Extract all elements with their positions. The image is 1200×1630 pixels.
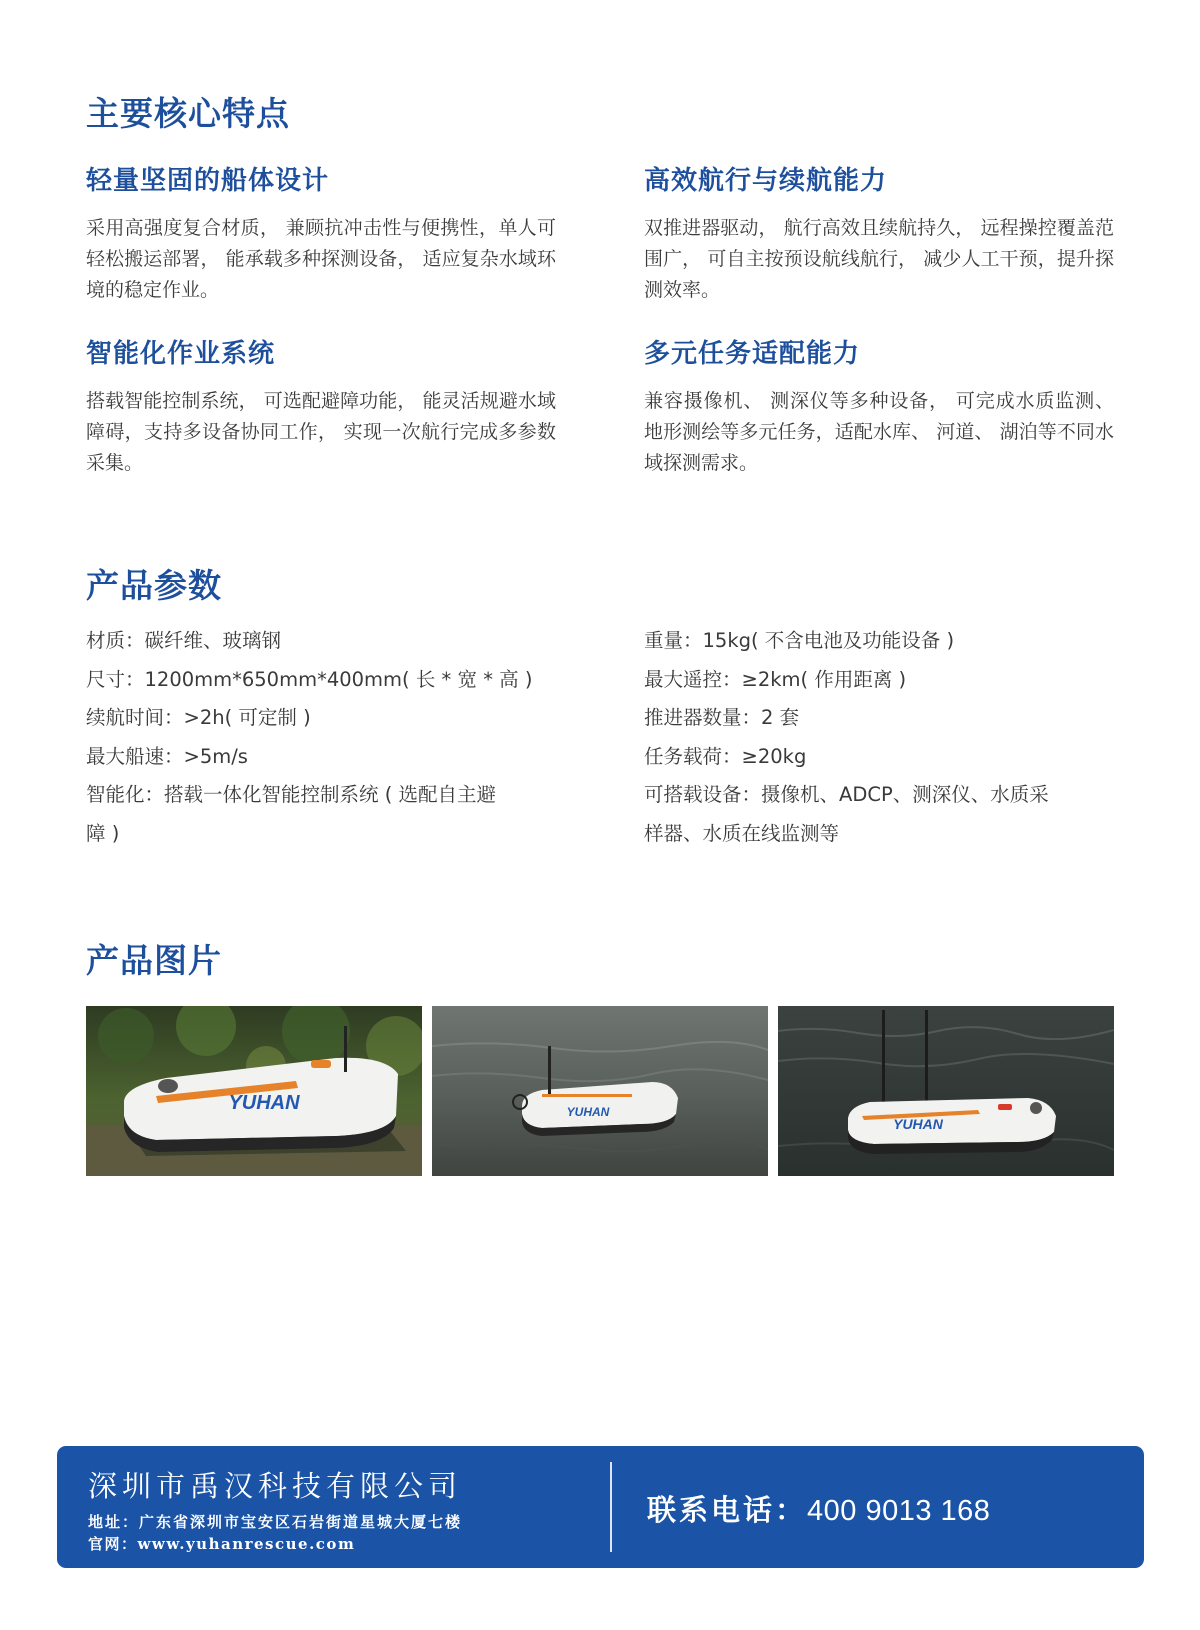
brand-text: YUHAN [566, 1105, 610, 1119]
feature-title: 高效航行与续航能力 [644, 166, 888, 196]
feature-description: 兼容摄像机、 测深仪等多种设备， 可完成水质监测、 地形测绘等多元任务，适配水库、 河道、 湖泊等不同水域探测需求。 [644, 390, 1114, 474]
param-material: 材质：碳纤维、玻璃钢 [86, 629, 282, 652]
photo-boat-on-grass [86, 1006, 422, 1176]
feature-block-endurance [644, 160, 1114, 306]
company-address: 地址：广东省深圳市宝安区石岩街道星城大厦七楼 [88, 1513, 463, 1531]
phone-label: 联系电话： [647, 1493, 808, 1527]
param-equipment: 可搭载设备：摄像机、ADCP、测深仪、水质采 [644, 783, 1049, 806]
feature-block-hull [86, 160, 556, 306]
company-website[interactable]: 官网：www.yuhanrescue.com [88, 1535, 356, 1553]
feature-title: 多元任务适配能力 [644, 339, 861, 369]
param-remote-range: 最大遥控：≥2km( 作用距离 ) [644, 667, 907, 691]
contact-phone [647, 1488, 990, 1529]
param-thrusters: 推进器数量：2 套 [644, 706, 800, 729]
phone-number[interactable]: 400 9013 168 [807, 1495, 991, 1527]
param-payload: 任务载荷：≥20kg [644, 744, 807, 768]
param-max-speed: 最大船速：>5m/s [86, 744, 248, 768]
params-section-title: 产品参数 [86, 566, 222, 605]
photo-boat-on-water [778, 1006, 1114, 1176]
feature-block-intelligent [86, 333, 556, 479]
params-left-column [86, 622, 566, 853]
features-section-title: 主要核心特点 [86, 94, 290, 133]
feature-title: 轻量坚固的船体设计 [86, 166, 330, 196]
param-size: 尺寸：1200mm*650mm*400mm( 长 * 宽 * 高 ) [86, 667, 533, 691]
feature-description: 采用高强度复合材质， 兼顾抗冲击性与便携性，单人可轻松搬运部署， 能承载多种探测设备， 适应复杂水域环境的稳定作业。 [86, 217, 556, 301]
footer-banner [57, 1446, 1144, 1568]
photos-section-title: 产品图片 [86, 941, 222, 980]
feature-title: 智能化作业系统 [86, 339, 276, 369]
params-right-column [644, 622, 1124, 853]
feature-description: 搭载智能控制系统， 可选配避障功能， 能灵活规避水域障碍，支持多设备协同工作， 实现一次航行完成多参数采集。 [86, 390, 556, 474]
param-intelligence: 智能化：搭载一体化智能控制系统 ( 选配自主避 [86, 783, 497, 806]
brand-text: YUHAN [893, 1116, 943, 1132]
company-name: 深圳市禹汉科技有限公司 [88, 1469, 463, 1503]
param-endurance: 续航时间：>2h( 可定制 ) [86, 706, 311, 729]
photo-boat-on-river [432, 1006, 768, 1176]
param-intelligence-cont: 障 ) [86, 821, 120, 845]
feature-block-multitask [644, 333, 1114, 479]
footer-divider [610, 1462, 612, 1552]
feature-description: 双推进器驱动， 航行高效且续航持久， 远程操控覆盖范围广， 可自主按预设航线航行， 减少人工干预，提升探测效率。 [644, 217, 1114, 301]
product-photos [86, 1006, 1114, 1176]
param-equipment-cont: 样器、水质在线监测等 [644, 821, 840, 845]
param-weight: 重量：15kg( 不含电池及功能设备 ) [644, 629, 955, 652]
brand-text: YUHAN [228, 1092, 300, 1114]
